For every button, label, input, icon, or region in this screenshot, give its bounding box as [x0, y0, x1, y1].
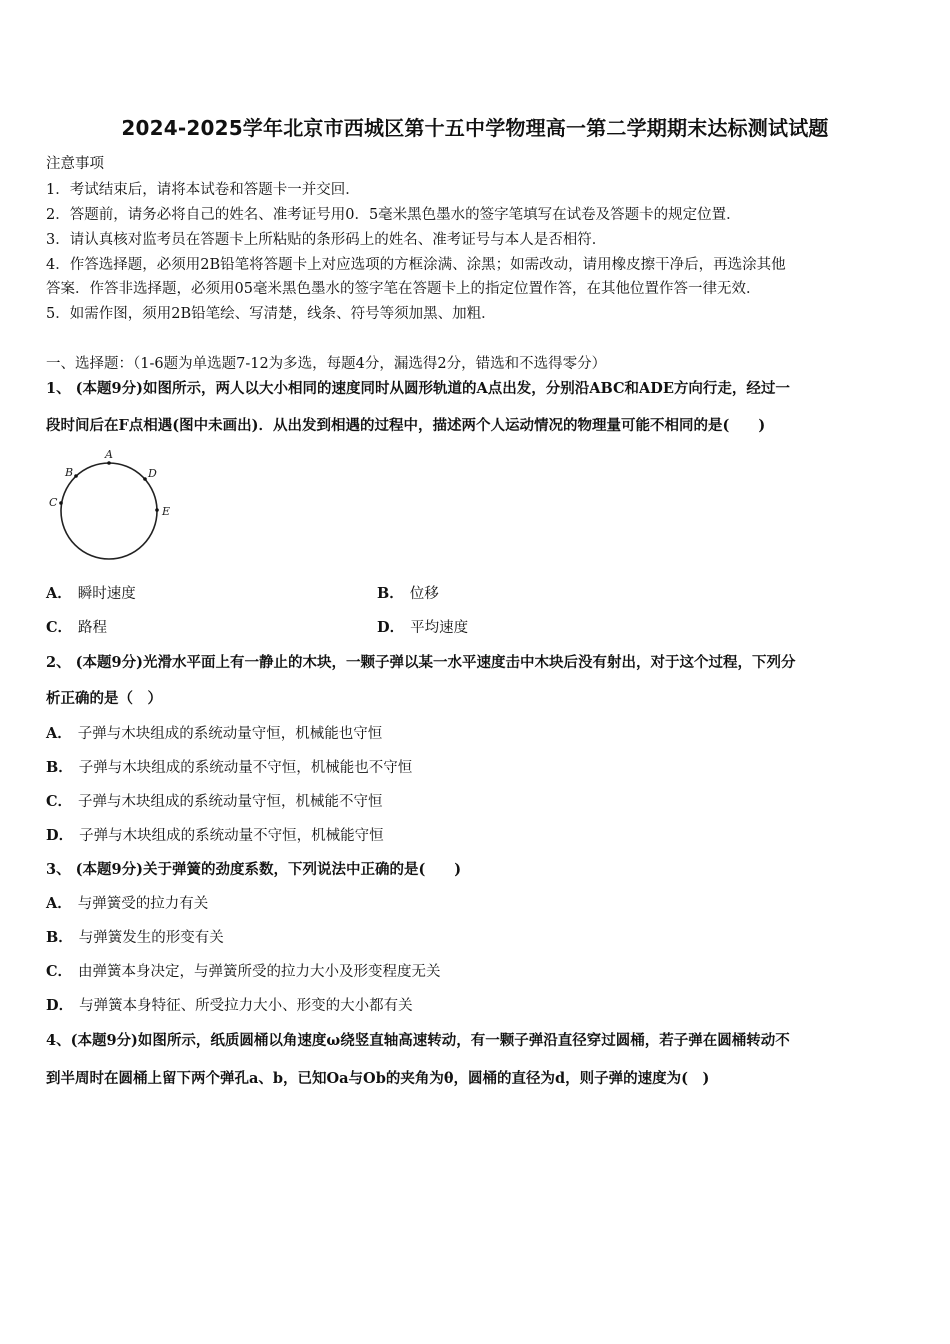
question-4-line-2: 到半周时在圆桶上留下两个弹孔a、b，已知Oa与Ob的夹角为θ，圆桶的直径为d，则子弹的速度为( ): [46, 1070, 710, 1087]
question-2-line-1: 2、 (本题9分)光滑水平面上有一静止的木块，一颗子弹以某一水平速度击中木块后没有射出，对于这个过程，下列分: [46, 654, 796, 671]
point-d: [143, 477, 147, 481]
notice-item: 1．考试结束后，请将本试卷和答题卡一并交回．: [46, 182, 360, 198]
point-b: [74, 474, 78, 478]
q2-option-d: D． 子弹与木块组成的系统动量不守恒，机械能守恒: [46, 827, 384, 844]
q1-option-b: B． 位移: [377, 585, 439, 602]
notice-item: 答案．作答非选择题，必须用05毫米黑色墨水的签字笔在答题卡上的指定位置作答，在其他位置作答一律无效．: [46, 281, 761, 297]
notice-item: 5．如需作图，须用2B铅笔绘、写清楚，线条、符号等须加黑、加粗．: [46, 306, 496, 322]
label-a: A: [105, 448, 113, 461]
q1-option-d: D． 平均速度: [377, 619, 469, 636]
point-c: [59, 501, 63, 505]
point-e: [155, 508, 159, 512]
label-c: C: [49, 496, 58, 509]
label-e: E: [162, 505, 171, 518]
question-1-line-1: 1、 (本题9分)如图所示，两人以大小相同的速度同时从圆形轨道的A点出发，分别沿ABC和ADE方向行走，经过一: [46, 380, 790, 397]
label-b: B: [65, 466, 74, 479]
q1-option-a: A． 瞬时速度: [46, 585, 136, 602]
notice-item: 2．答题前，请务必将自己的姓名、准考证号用0．5毫米黑色墨水的签字笔填写在试卷及答题卡的规定位置．: [46, 207, 741, 223]
circular-track-figure: [44, 445, 184, 565]
q2-option-b: B． 子弹与木块组成的系统动量不守恒，机械能也不守恒: [46, 759, 413, 776]
point-a: [107, 461, 111, 465]
q2-option-c: C． 子弹与木块组成的系统动量守恒，机械能不守恒: [46, 793, 383, 810]
notice-heading: 注意事项: [46, 156, 104, 172]
question-2-line-2: 析正确的是（ ）: [46, 690, 162, 707]
q3-option-b: B． 与弹簧发生的形变有关: [46, 929, 224, 946]
notice-item: 3．请认真核对监考员在答题卡上所粘贴的条形码上的姓名、准考证号与本人是否相符．: [46, 232, 607, 248]
q3-option-d: D． 与弹簧本身特征、所受拉力大小、形变的大小都有关: [46, 997, 413, 1014]
notice-item: 4．作答选择题，必须用2B铅笔将答题卡上对应选项的方框涂满、涂黑；如需改动，请用橡皮擦干净后，再选涂其他: [46, 257, 786, 273]
q2-option-a: A． 子弹与木块组成的系统动量守恒，机械能也守恒: [46, 725, 383, 742]
q3-option-c: C． 由弹簧本身决定，与弹簧所受的拉力大小及形变程度无关: [46, 963, 441, 980]
question-1-line-2: 段时间后在F点相遇(图中未画出)．从出发到相遇的过程中，描述两个人运动情况的物理量可能不相同的是( ): [46, 417, 766, 434]
section-heading: 一、选择题：（1-6题为单选题7-12为多选，每题4分，漏选得2分，错选和不选得零分）: [46, 356, 607, 372]
q3-option-a: A． 与弹簧受的拉力有关: [46, 895, 209, 912]
label-d: D: [148, 467, 157, 480]
question-4-line-1: 4、(本题9分)如图所示，纸质圆桶以角速度ω绕竖直轴高速转动，有一颗子弹沿直径穿过圆桶，若子弹在圆桶转动不: [46, 1032, 790, 1049]
page-title: 2024-2025学年北京市西城区第十五中学物理高一第二学期期末达标测试试题: [121, 116, 829, 140]
question-3-line-1: 3、 (本题9分)关于弹簧的劲度系数，下列说法中正确的是( ): [46, 861, 462, 878]
q1-option-c: C． 路程: [46, 619, 108, 636]
